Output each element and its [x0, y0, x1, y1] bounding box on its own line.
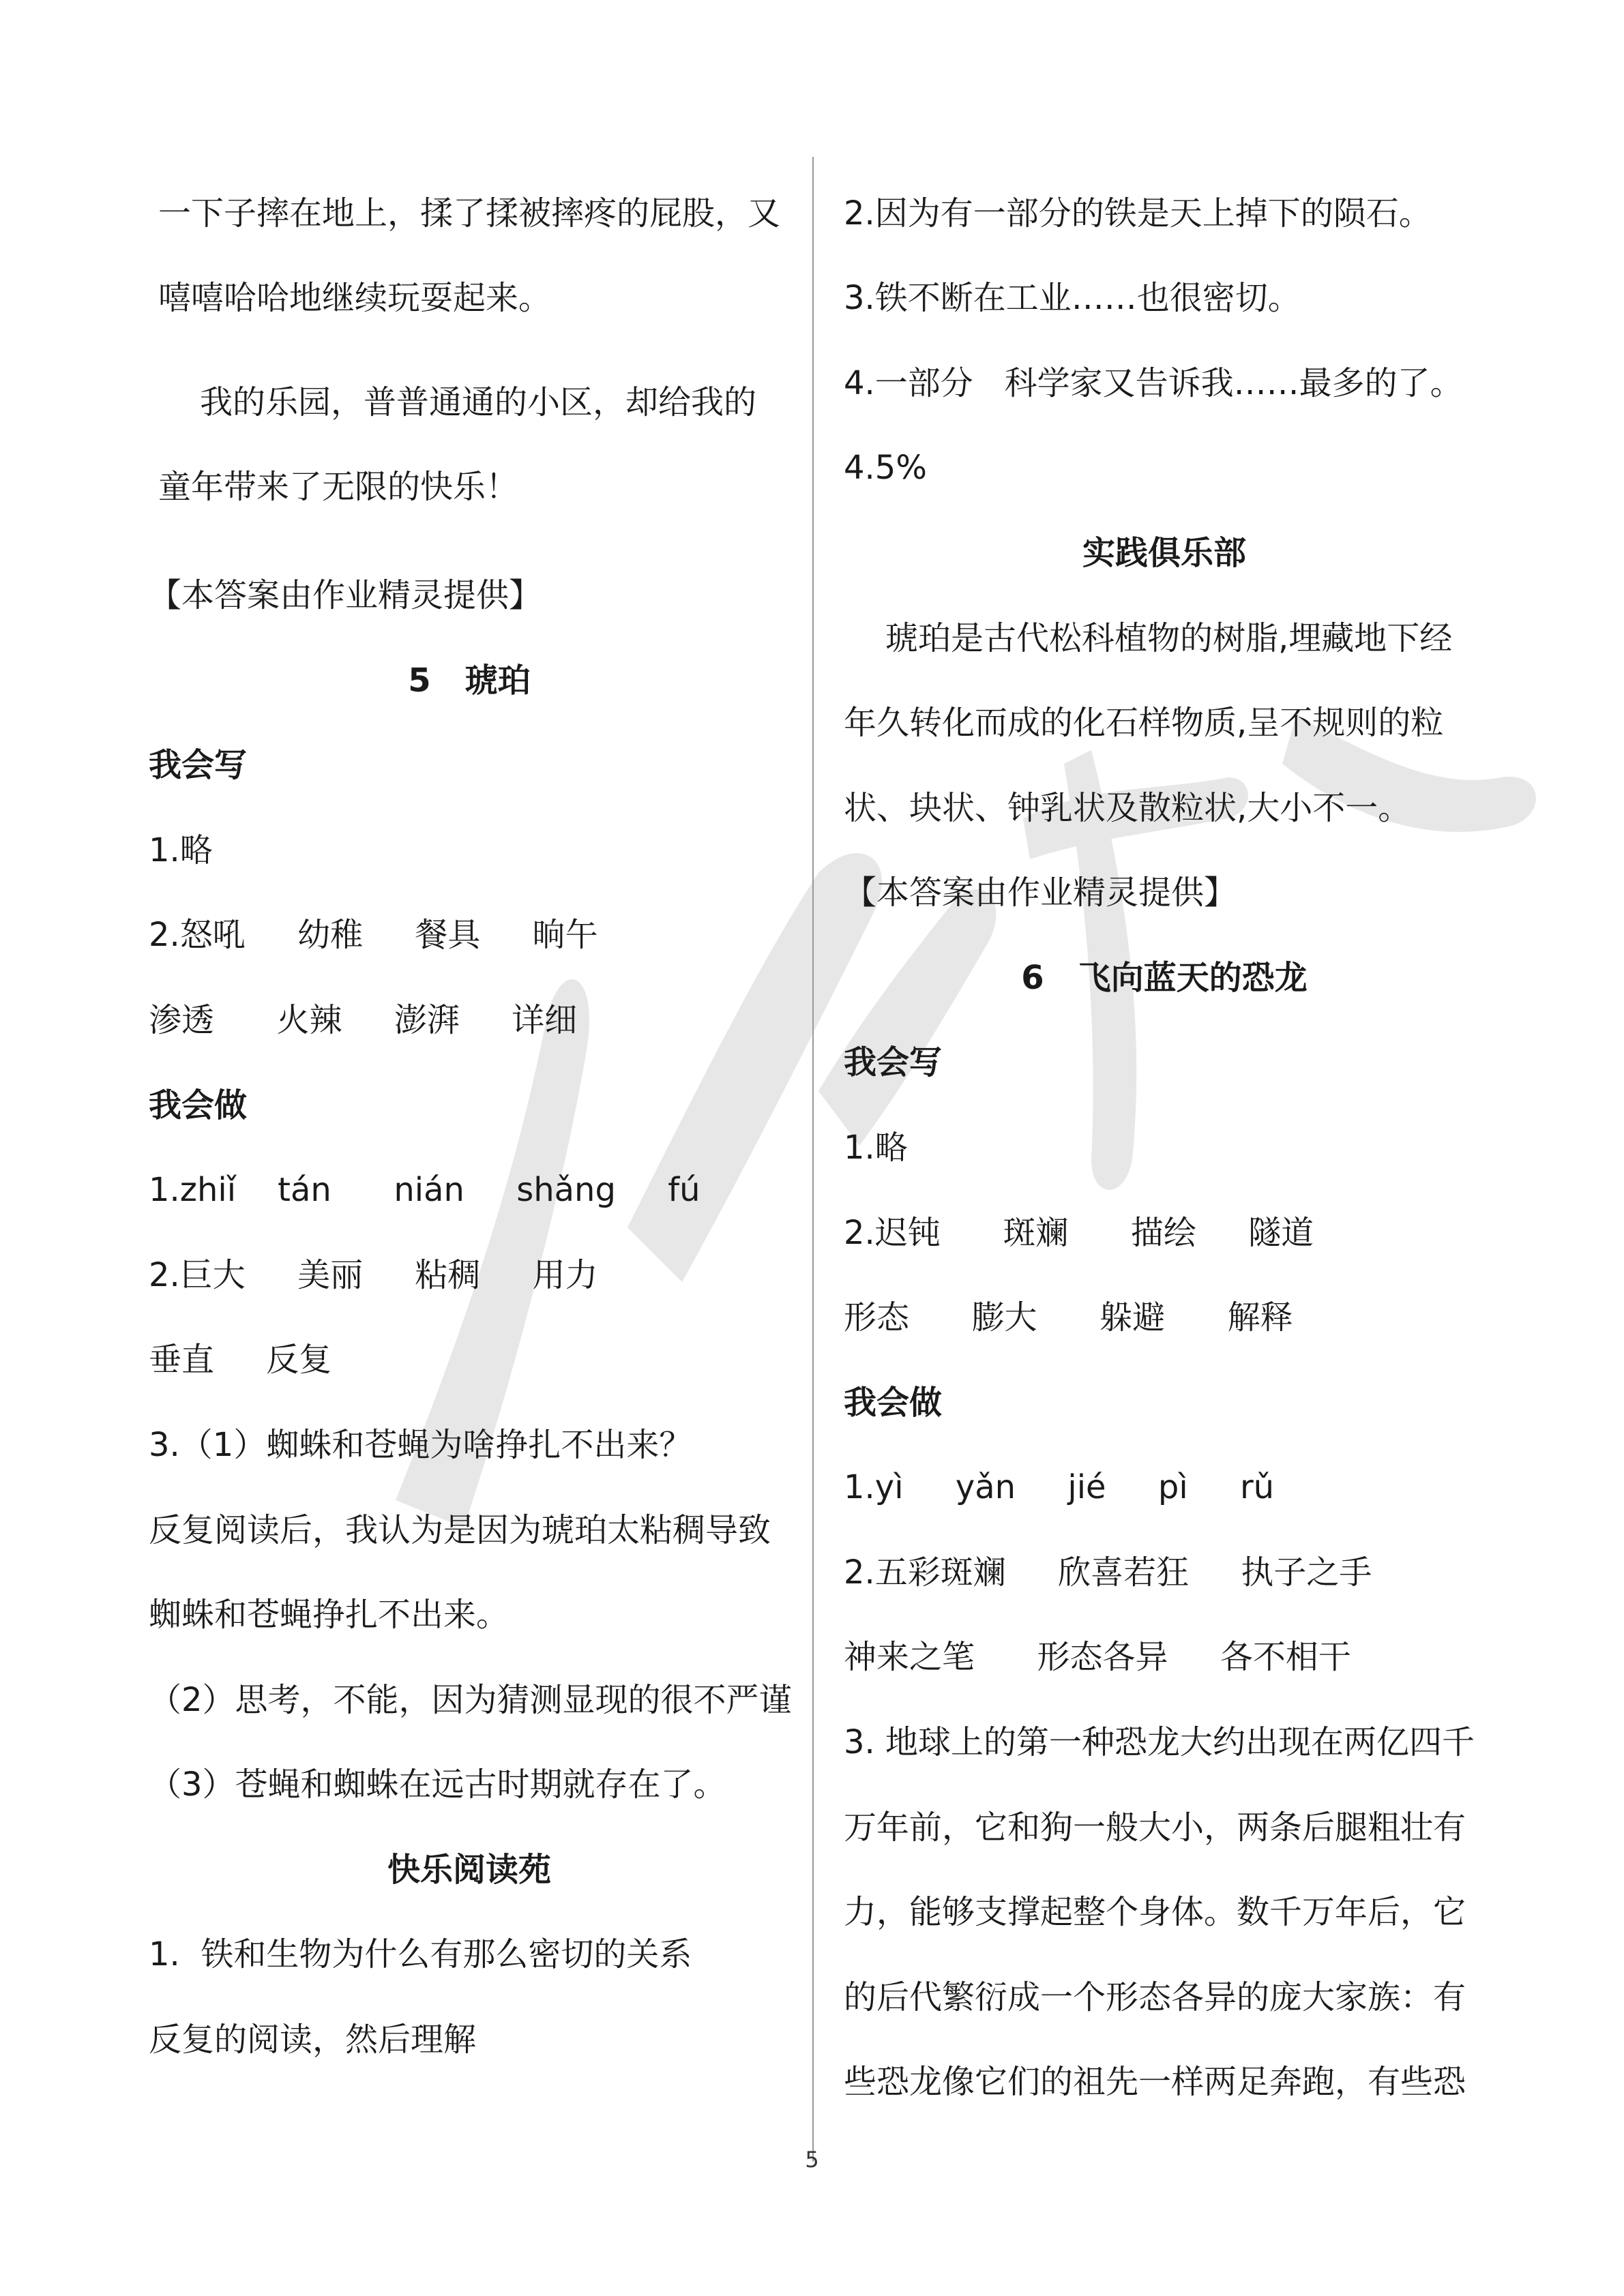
left-write-heading: 我会写	[149, 746, 248, 784]
right-credit: 【本答案由作业精灵提供】	[844, 874, 1237, 912]
left-credit: 【本答案由作业精灵提供】	[149, 576, 542, 614]
left-do-item-4: 3.（1）蜘蛛和苍蝇为啥挣扎不出来？	[149, 1426, 692, 1464]
right-reading-item-4: 4.一部分 科学家又告诉我……最多的了。	[844, 364, 1463, 402]
practice-heading: 实践俱乐部	[1082, 534, 1246, 572]
right-write-item-1: 1.略	[844, 1129, 908, 1167]
left-paragraph-line-2: 嘻嘻哈哈地继续玩耍起来。	[158, 279, 552, 317]
right-do-item-6: 力，能够支撑起整个身体。数千万年后，它	[844, 1893, 1466, 1931]
left-do-item-2: 2.巨大 美丽 粘稠 用力	[149, 1256, 598, 1294]
right-write-item-3: 形态 膨大 躲避 解释	[844, 1298, 1293, 1337]
practice-line-3: 状、块状、钟乳状及散粒状,大小不一。	[844, 789, 1411, 827]
left-write-item-1: 1.略	[149, 831, 213, 869]
left-reading-item-2: 反复的阅读，然后理解	[149, 2021, 477, 2059]
right-do-item-5: 万年前，它和狗一般大小，两条后腿粗壮有	[844, 1808, 1466, 1847]
right-do-item-2: 2.五彩斑斓 欣喜若狂 执子之手	[844, 1553, 1372, 1592]
right-write-item-2: 2.迟钝 斑斓 描绘 隧道	[844, 1214, 1314, 1252]
right-reading-item-3: 3.铁不断在工业……也很密切。	[844, 279, 1301, 317]
left-paragraph-line-4: 童年带来了无限的快乐！	[158, 468, 519, 506]
page-number: 5	[805, 2147, 819, 2173]
left-write-item-3: 渗透 火辣 澎湃 详细	[149, 1001, 578, 1039]
left-do-item-3: 垂直 反复	[149, 1341, 332, 1379]
right-do-item-8: 些恐龙像它们的祖先一样两足奔跑，有些恐	[844, 2063, 1466, 2101]
right-do-heading: 我会做	[844, 1384, 943, 1422]
left-reading-heading: 快乐阅读苑	[387, 1851, 551, 1889]
practice-line-2: 年久转化而成的化石样物质,呈不规则的粒	[844, 704, 1444, 742]
right-do-item-3: 神来之笔 形态各异 各不相干	[844, 1638, 1351, 1676]
left-paragraph-line-3: 我的乐园，普普通通的小区，却给我的	[158, 383, 757, 421]
left-do-heading: 我会做	[149, 1086, 248, 1124]
right-reading-item-5: 4.5%	[844, 449, 927, 487]
right-do-item-4: 3. 地球上的第一种恐龙大约出现在两亿四千	[844, 1723, 1475, 1761]
left-do-item-8: （3）苍蝇和蜘蛛在远古时期就存在了。	[149, 1765, 726, 1804]
left-paragraph-line-1: 一下子摔在地上，揉了揉被摔疼的屁股，又	[158, 194, 781, 233]
right-do-item-1: 1.yì yǎn jié pì rǔ	[844, 1468, 1275, 1506]
left-do-item-1: 1.zhiǐ tán nián shǎng fú	[149, 1171, 700, 1209]
right-do-item-7: 的后代繁衍成一个形态各异的庞大家族：有	[844, 1978, 1466, 2016]
left-do-item-6: 蜘蛛和苍蝇挣扎不出来。	[149, 1596, 510, 1634]
left-write-item-2: 2.怒吼 幼稚 餐具 晌午	[149, 916, 598, 954]
right-write-heading: 我会写	[844, 1043, 943, 1082]
left-do-item-5: 反复阅读后，我认为是因为琥珀太粘稠导致	[149, 1511, 771, 1549]
right-reading-item-2: 2.因为有一部分的铁是天上掉下的陨石。	[844, 194, 1432, 233]
practice-line-1: 琥珀是古代松科植物的树脂,埋藏地下经	[844, 619, 1453, 657]
lesson-title-6: 6 飞向蓝天的恐龙	[1021, 959, 1308, 997]
column-divider	[812, 157, 814, 2162]
lesson-title-5: 5 琥珀	[408, 661, 531, 700]
left-do-item-7: （2）思考，不能，因为猜测显现的很不严谨	[149, 1681, 792, 1719]
left-reading-item-1: 1. 铁和生物为什么有那么密切的关系	[149, 1935, 692, 1973]
